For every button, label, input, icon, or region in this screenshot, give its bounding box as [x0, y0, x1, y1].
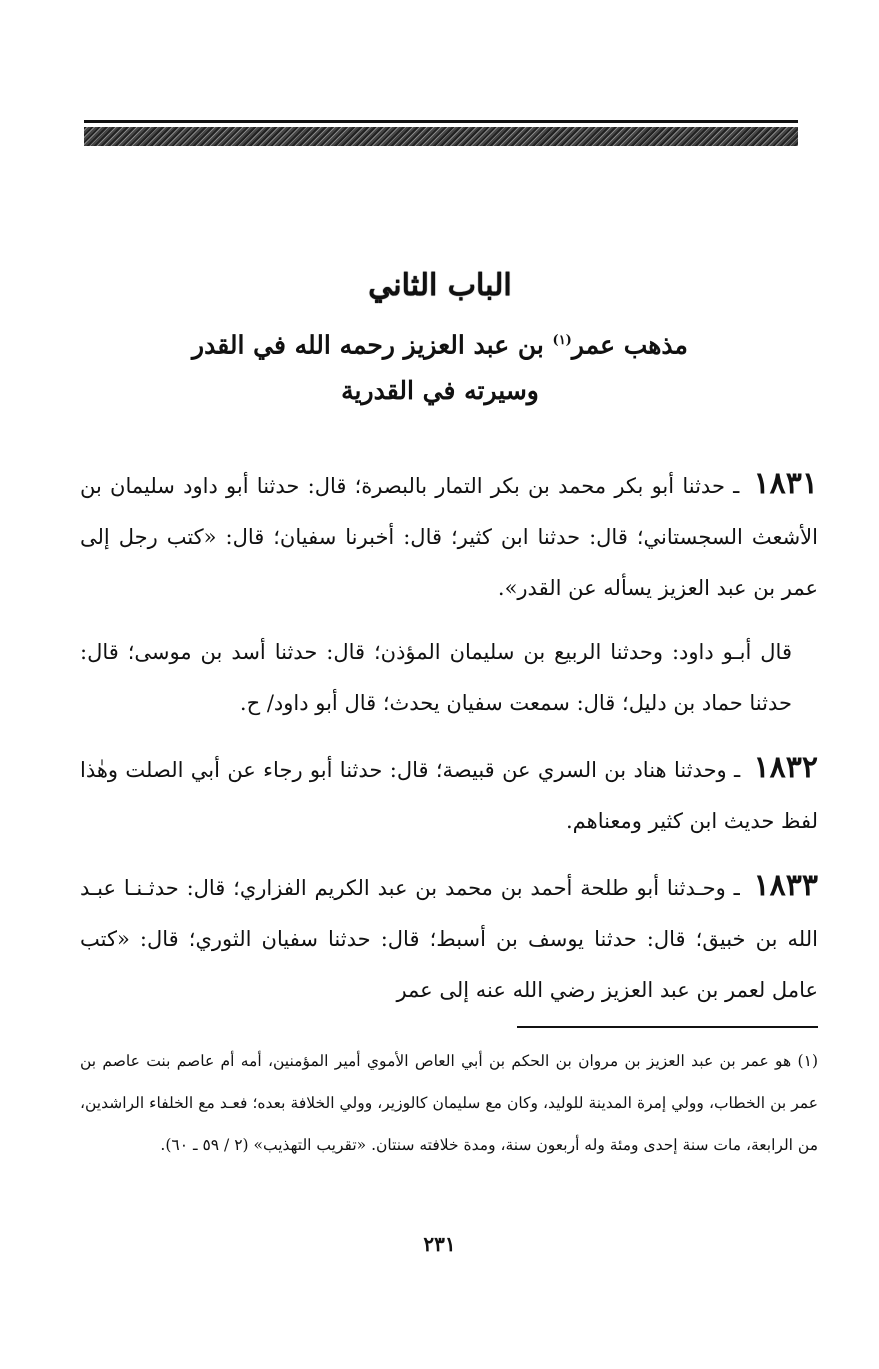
paragraph-text: ـ وحـدثنا أبو طلحة أحمد بن محمد بن عبد الكريم الفزاري؛ قال: حدثـنـا عبـد الله بن خبيق؛ قال: حدثنا يوسف بن أسبط؛ قال: حدثنا سفيان الثوري؛ قال: «كتب عامل لعمر بن عبد العزيز رضي الله عنه إلى عمر — [80, 876, 818, 1002]
paragraph-abu-dawud — [80, 627, 818, 729]
hadith-number: ١٨٣٢ — [753, 750, 818, 785]
header-rule — [84, 120, 798, 148]
paragraph-1831 — [80, 458, 818, 614]
header-rule-thin-line — [84, 120, 798, 123]
subtitle-part-after: بن عبد العزيز رحمه الله في القدر — [192, 330, 553, 360]
chapter-title: الباب الثاني — [368, 268, 512, 303]
paragraph-1832 — [80, 742, 818, 847]
subtitle-part-before: مذهب عمر — [571, 330, 688, 360]
hadith-number: ١٨٣٣ — [753, 868, 818, 903]
footnote-mark: (١) — [552, 333, 572, 348]
chapter-subtitle-line2: وسيرته في القدرية — [341, 376, 539, 406]
chapter-subtitle-line1 — [60, 318, 820, 368]
footnotes — [80, 1040, 818, 1166]
hadith-number: ١٨٣١ — [753, 466, 818, 501]
paragraph-1833 — [80, 860, 818, 1016]
footnote-1: (١) هو عمر بن عبد العزيز بن مروان بن الحكم بن أبي العاص الأموي أمير المؤمنين، أمه أم عاصم بنت عاصم بن عمر بن الخطاب، وولي إمرة المدينة للوليد، وكان مع سليمان كالوزير، وولي الخلافة بعده؛ فعـد مع الخلفاء الراشدين، من الرابعة، مات سنة إحدى ومئة وله أربعون سنة، ومدة خلافته سنتان. «تقريب التهذيب» (٢ / ٥٩ ـ ٦٠). — [80, 1052, 818, 1154]
header-rule-hatched-band — [84, 127, 798, 146]
page-number: ٢٣١ — [423, 1232, 456, 1256]
paragraph-text: قال أبـو داود: وحدثنا الربيع بن سليمان المؤذن؛ قال: حدثنا أسد بن موسى؛ قال: حدثنا حماد بن دليل؛ قال: سمعت سفيان يحدث؛ قال أبو داود/ ح. — [80, 640, 792, 715]
paragraph-text: ـ وحدثنا هناد بن السري عن قبيصة؛ قال: حدثنا أبو رجاء عن أبي الصلت وهٰذا لفظ حديث ابن كثير ومعناهم. — [80, 758, 818, 833]
footnote-separator — [517, 1026, 818, 1028]
paragraph-text: ـ حدثنا أبو بكر محمد بن بكر التمار بالبصرة؛ قال: حدثنا أبو داود سليمان بن الأشعث السجستاني؛ قال: حدثنا ابن كثير؛ قال: أخبرنا سفيان؛ قال: «كتب رجل إلى عمر بن عبد العزيز يسأله عن القدر». — [80, 474, 818, 600]
chapter-heading — [60, 262, 820, 414]
main-text — [80, 458, 818, 1029]
